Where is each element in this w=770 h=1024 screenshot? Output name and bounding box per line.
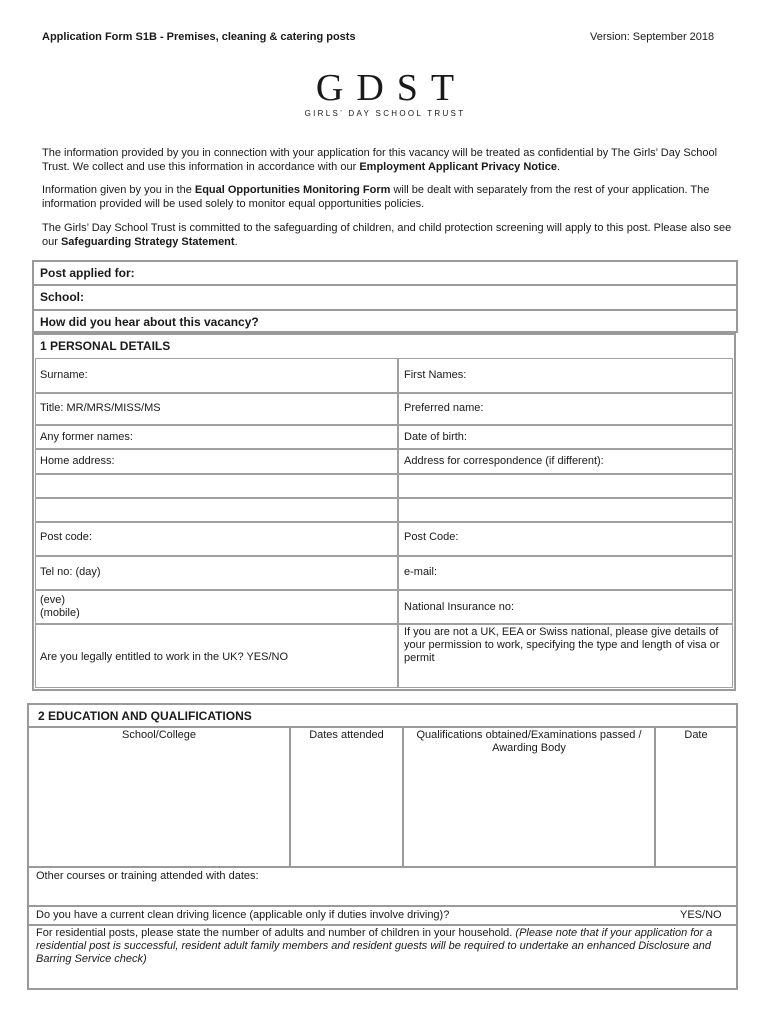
residential-household-field[interactable] xyxy=(36,927,732,966)
col-dates-attended: Dates attended xyxy=(309,729,384,741)
home-address-label: Home address: xyxy=(40,455,115,467)
driving-licence-question: Do you have a current clean driving licence (applicable only if duties involve driving)? xyxy=(36,909,450,921)
privacy-notice-link: Employment Applicant Privacy Notice xyxy=(359,160,557,173)
gdst-logo-subtitle: GIRLS’ DAY SCHOOL TRUST xyxy=(304,109,466,118)
surname-label: Surname: xyxy=(40,369,88,381)
email-label: e-mail: xyxy=(404,566,438,578)
correspondence-address-line-3[interactable] xyxy=(398,498,733,522)
col-qualifications: Qualifications obtained/Examinations passed / Awarding Body xyxy=(416,729,642,754)
form-title: Application Form S1B - Premises, cleaning & catering posts xyxy=(42,31,356,43)
home-address-line-3[interactable] xyxy=(35,498,398,522)
gdst-logo: GDST xyxy=(315,67,468,109)
intro-p3-end: . xyxy=(234,235,238,248)
equal-opportunities-form-link: Equal Opportunities Monitoring Form xyxy=(194,184,391,196)
residential-question: For residential posts, please state the number of adults and number of children in your household. xyxy=(36,927,516,939)
residential-note: (Please note that if your application for a residential post is successful, resident adult family members and resident guests will be required to undertake an enhanced Disclosure and Barring Service check) xyxy=(36,927,713,965)
tel-mobile-label: (mobile) xyxy=(40,607,80,619)
vacancy-source-field[interactable]: How did you hear about this vacancy? xyxy=(40,315,259,329)
post-code-right-label: Post Code: xyxy=(404,531,459,543)
intro-paragraph-confidentiality xyxy=(42,147,732,174)
intro-p3-text: The Girls’ Day School Trust is committed to the safeguarding of children, and child protection screening will apply to this post. Please also see our xyxy=(42,222,732,248)
visa-details-label: If you are not a UK, EEA or Swiss national, please give details of your permission to work, specifying the type and length of visa or permit xyxy=(404,626,720,664)
tel-day-label: Tel no: (day) xyxy=(40,566,101,578)
email-field[interactable] xyxy=(398,556,733,590)
col-school-college: School/College xyxy=(122,729,196,741)
col-date: Date xyxy=(684,729,708,741)
driving-licence-answer[interactable]: YES/NO xyxy=(680,909,722,921)
intro-p2-end: will be dealt with separately from the rest of your application. The information provided will be used solely to monitor equal opportunities policies. xyxy=(42,184,710,210)
other-courses-field[interactable]: Other courses or training attended with dates: xyxy=(36,870,259,882)
post-applied-field[interactable]: Post applied for: xyxy=(40,266,135,280)
school-college-input[interactable] xyxy=(29,744,289,866)
title-label: Title: MR/MRS/MISS/MS xyxy=(40,402,161,414)
surname-field[interactable] xyxy=(35,358,398,393)
post-code-left-label: Post code: xyxy=(40,531,92,543)
first-names-label: First Names: xyxy=(404,369,467,381)
correspondence-address-label: Address for correspondence (if different): xyxy=(404,455,604,467)
home-address-line-2[interactable] xyxy=(35,474,398,498)
personal-details-heading: 1 PERSONAL DETAILS xyxy=(40,339,171,353)
preferred-name-label: Preferred name: xyxy=(404,402,484,414)
dob-label: Date of birth: xyxy=(404,431,467,443)
work-entitlement-label: Are you legally entitled to work in the UK? YES/NO xyxy=(40,651,289,663)
intro-paragraph-equal-opportunities xyxy=(42,184,732,211)
ni-number-label: National Insurance no: xyxy=(404,601,515,613)
tel-eve-mobile-field[interactable] xyxy=(35,590,398,624)
qualification-date-input[interactable] xyxy=(656,744,736,866)
former-names-label: Any former names: xyxy=(40,431,133,443)
form-version: Version: September 2018 xyxy=(590,31,715,43)
qualifications-input[interactable] xyxy=(404,758,654,866)
education-heading: 2 EDUCATION AND QUALIFICATIONS xyxy=(38,709,252,723)
tel-eve-label: (eve) xyxy=(40,594,66,606)
correspondence-address-line-2[interactable] xyxy=(398,474,733,498)
intro-p1-text: The information provided by you in connection with your application for this vacancy will be treated as confidential by The Girls’ Day School Trust. We collect and use this information in accordance with our xyxy=(42,147,718,173)
safeguarding-statement-link: Safeguarding Strategy Statement xyxy=(60,235,235,248)
intro-paragraph-safeguarding xyxy=(42,222,732,249)
intro-p1-end: . xyxy=(556,160,561,173)
intro-p2-text: Information given by you in the xyxy=(42,184,195,196)
school-field[interactable]: School: xyxy=(40,290,84,304)
dates-attended-input[interactable] xyxy=(291,744,402,866)
